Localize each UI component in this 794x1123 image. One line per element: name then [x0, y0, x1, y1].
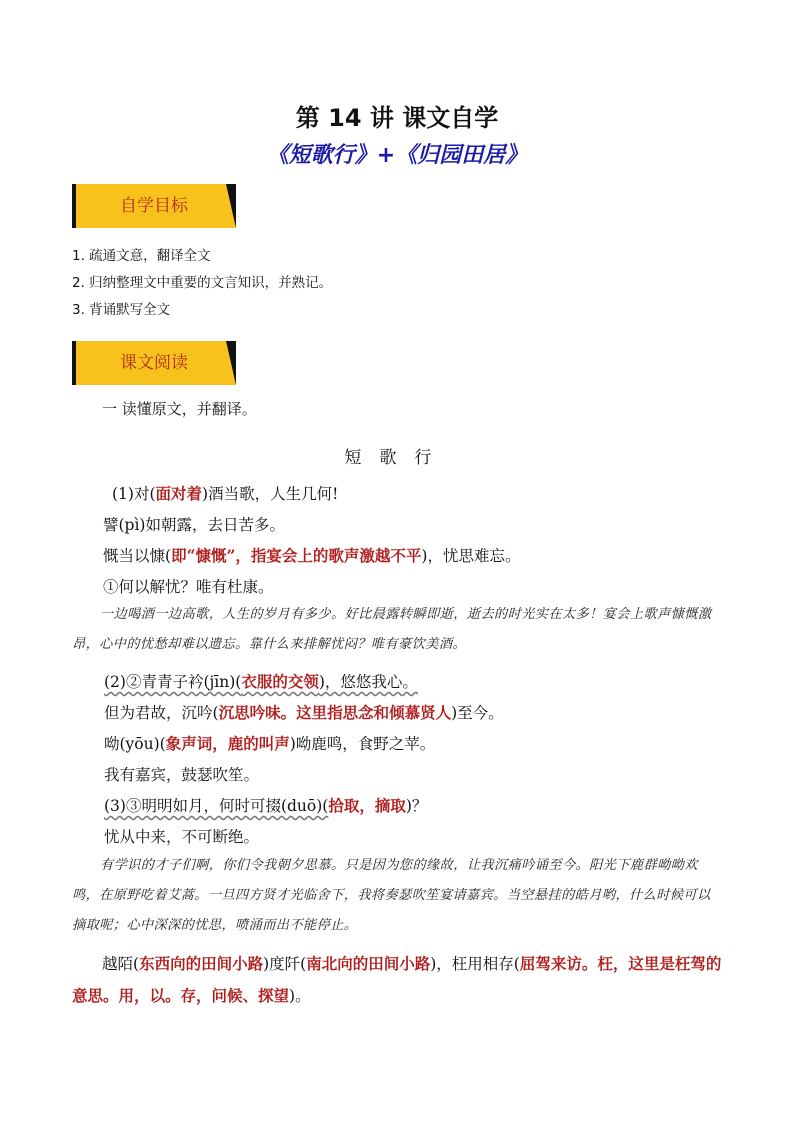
- page-subtitle: 《短歌行》+《归园田居》: [266, 143, 528, 168]
- poem-line: [104, 763, 259, 785]
- poem-text: )酒当歌，人生几何!: [202, 485, 339, 503]
- instruction: 一 读懂原文，并翻译。: [102, 400, 257, 418]
- poem-text: (3)③明明如月，何时可掇(duō)(: [104, 797, 329, 815]
- poem-text: 呦(yōu)(: [104, 735, 166, 753]
- annotation: 拾取，摘取: [328, 796, 406, 815]
- annotation: 即“慷慨”，指宴会上的歌声激越不平: [171, 546, 422, 565]
- poem-line: [104, 825, 259, 847]
- poem-text: (1)对(: [112, 485, 156, 503]
- poem-line: [103, 575, 274, 597]
- goals-banner-label: 自学目标: [120, 196, 188, 216]
- annotation: 象声词，鹿的叫声: [165, 734, 290, 753]
- reading-banner-label: 课文阅读: [120, 353, 188, 373]
- poem-line: [112, 482, 338, 504]
- poem-text: )，枉用相存(: [430, 955, 520, 973]
- poem-text: 我有嘉宾，鼓瑟吹笙。: [104, 766, 260, 784]
- annotation: 沉思吟味。这里指思念和倾慕贤人: [218, 703, 452, 722]
- poem-line: [72, 948, 722, 1012]
- poem-text: 譬(pì)如朝露，去日苦多。: [103, 516, 285, 534]
- poem-text: (2)②青青子衿(jīn)(: [104, 673, 242, 691]
- annotation: 面对着: [155, 484, 203, 503]
- poem-text: )至今。: [451, 704, 504, 722]
- annotation: 屈驾来访。枉，这里是枉驾的意思。用，以。存，问候、探望: [72, 954, 722, 1005]
- translation-paragraph: 一边喝酒一边高歌，人生的岁月有多少。好比晨露转瞬即逝，逝去的时光实在太多！宴会上歌声慷慨激昂，心中的忧愁却难以遗忘。靠什么来排解忧闷？唯有豪饮美酒。: [72, 607, 712, 652]
- goals-banner: [72, 184, 236, 228]
- goal-item: 3. 背诵默写全文: [72, 302, 171, 318]
- poem-text: )，忧思难忘。: [421, 547, 521, 565]
- annotation: 衣服的交领: [241, 672, 319, 691]
- page-title: 第 14 讲 课文自学: [295, 104, 499, 132]
- poem-text: 但为君故，沉吟(: [104, 704, 219, 722]
- poem-text: )，悠悠我心。: [318, 673, 418, 691]
- poem-text: 越陌(: [102, 955, 140, 973]
- poem-text: 忧从中来，不可断绝。: [104, 828, 260, 846]
- poem-text: 慨当以慷(: [103, 547, 172, 565]
- poem-line: [103, 544, 520, 566]
- reading-banner: [72, 341, 236, 385]
- annotation: 东西向的田间小路: [139, 954, 264, 973]
- translation-paragraph: 有学识的才子们啊，你们令我朝夕思慕。只是因为您的缘故，让我沉痛吟诵至今。阳光下鹿群呦呦欢鸣，在原野吃着艾蒿。一旦四方贤才光临舍下，我将奏瑟吹笙宴请嘉宾。当空悬挂的皓月哟，什么时候可以摘取呢；心中深深的忧思，喷涌而出不能停止。: [72, 858, 711, 933]
- poem-text: )？: [405, 797, 428, 815]
- poem-text: )。: [289, 987, 311, 1005]
- poem-line: [103, 513, 285, 535]
- poem-text: )呦鹿鸣，食野之苹。: [289, 735, 436, 753]
- poem-text: ①何以解忧？唯有杜康。: [103, 578, 274, 596]
- annotation: 南北向的田间小路: [306, 954, 431, 973]
- poem-line: [104, 794, 427, 816]
- poem-line: [104, 670, 418, 692]
- poem-line: [104, 732, 435, 754]
- goal-item: 2. 归纳整理文中重要的文言知识，并熟记。: [72, 275, 333, 291]
- goal-item: 1. 疏通文意，翻译全文: [72, 248, 211, 264]
- poem-title: 短歌行: [344, 448, 450, 468]
- poem-text: )度阡(: [263, 955, 307, 973]
- poem-line: [104, 701, 504, 723]
